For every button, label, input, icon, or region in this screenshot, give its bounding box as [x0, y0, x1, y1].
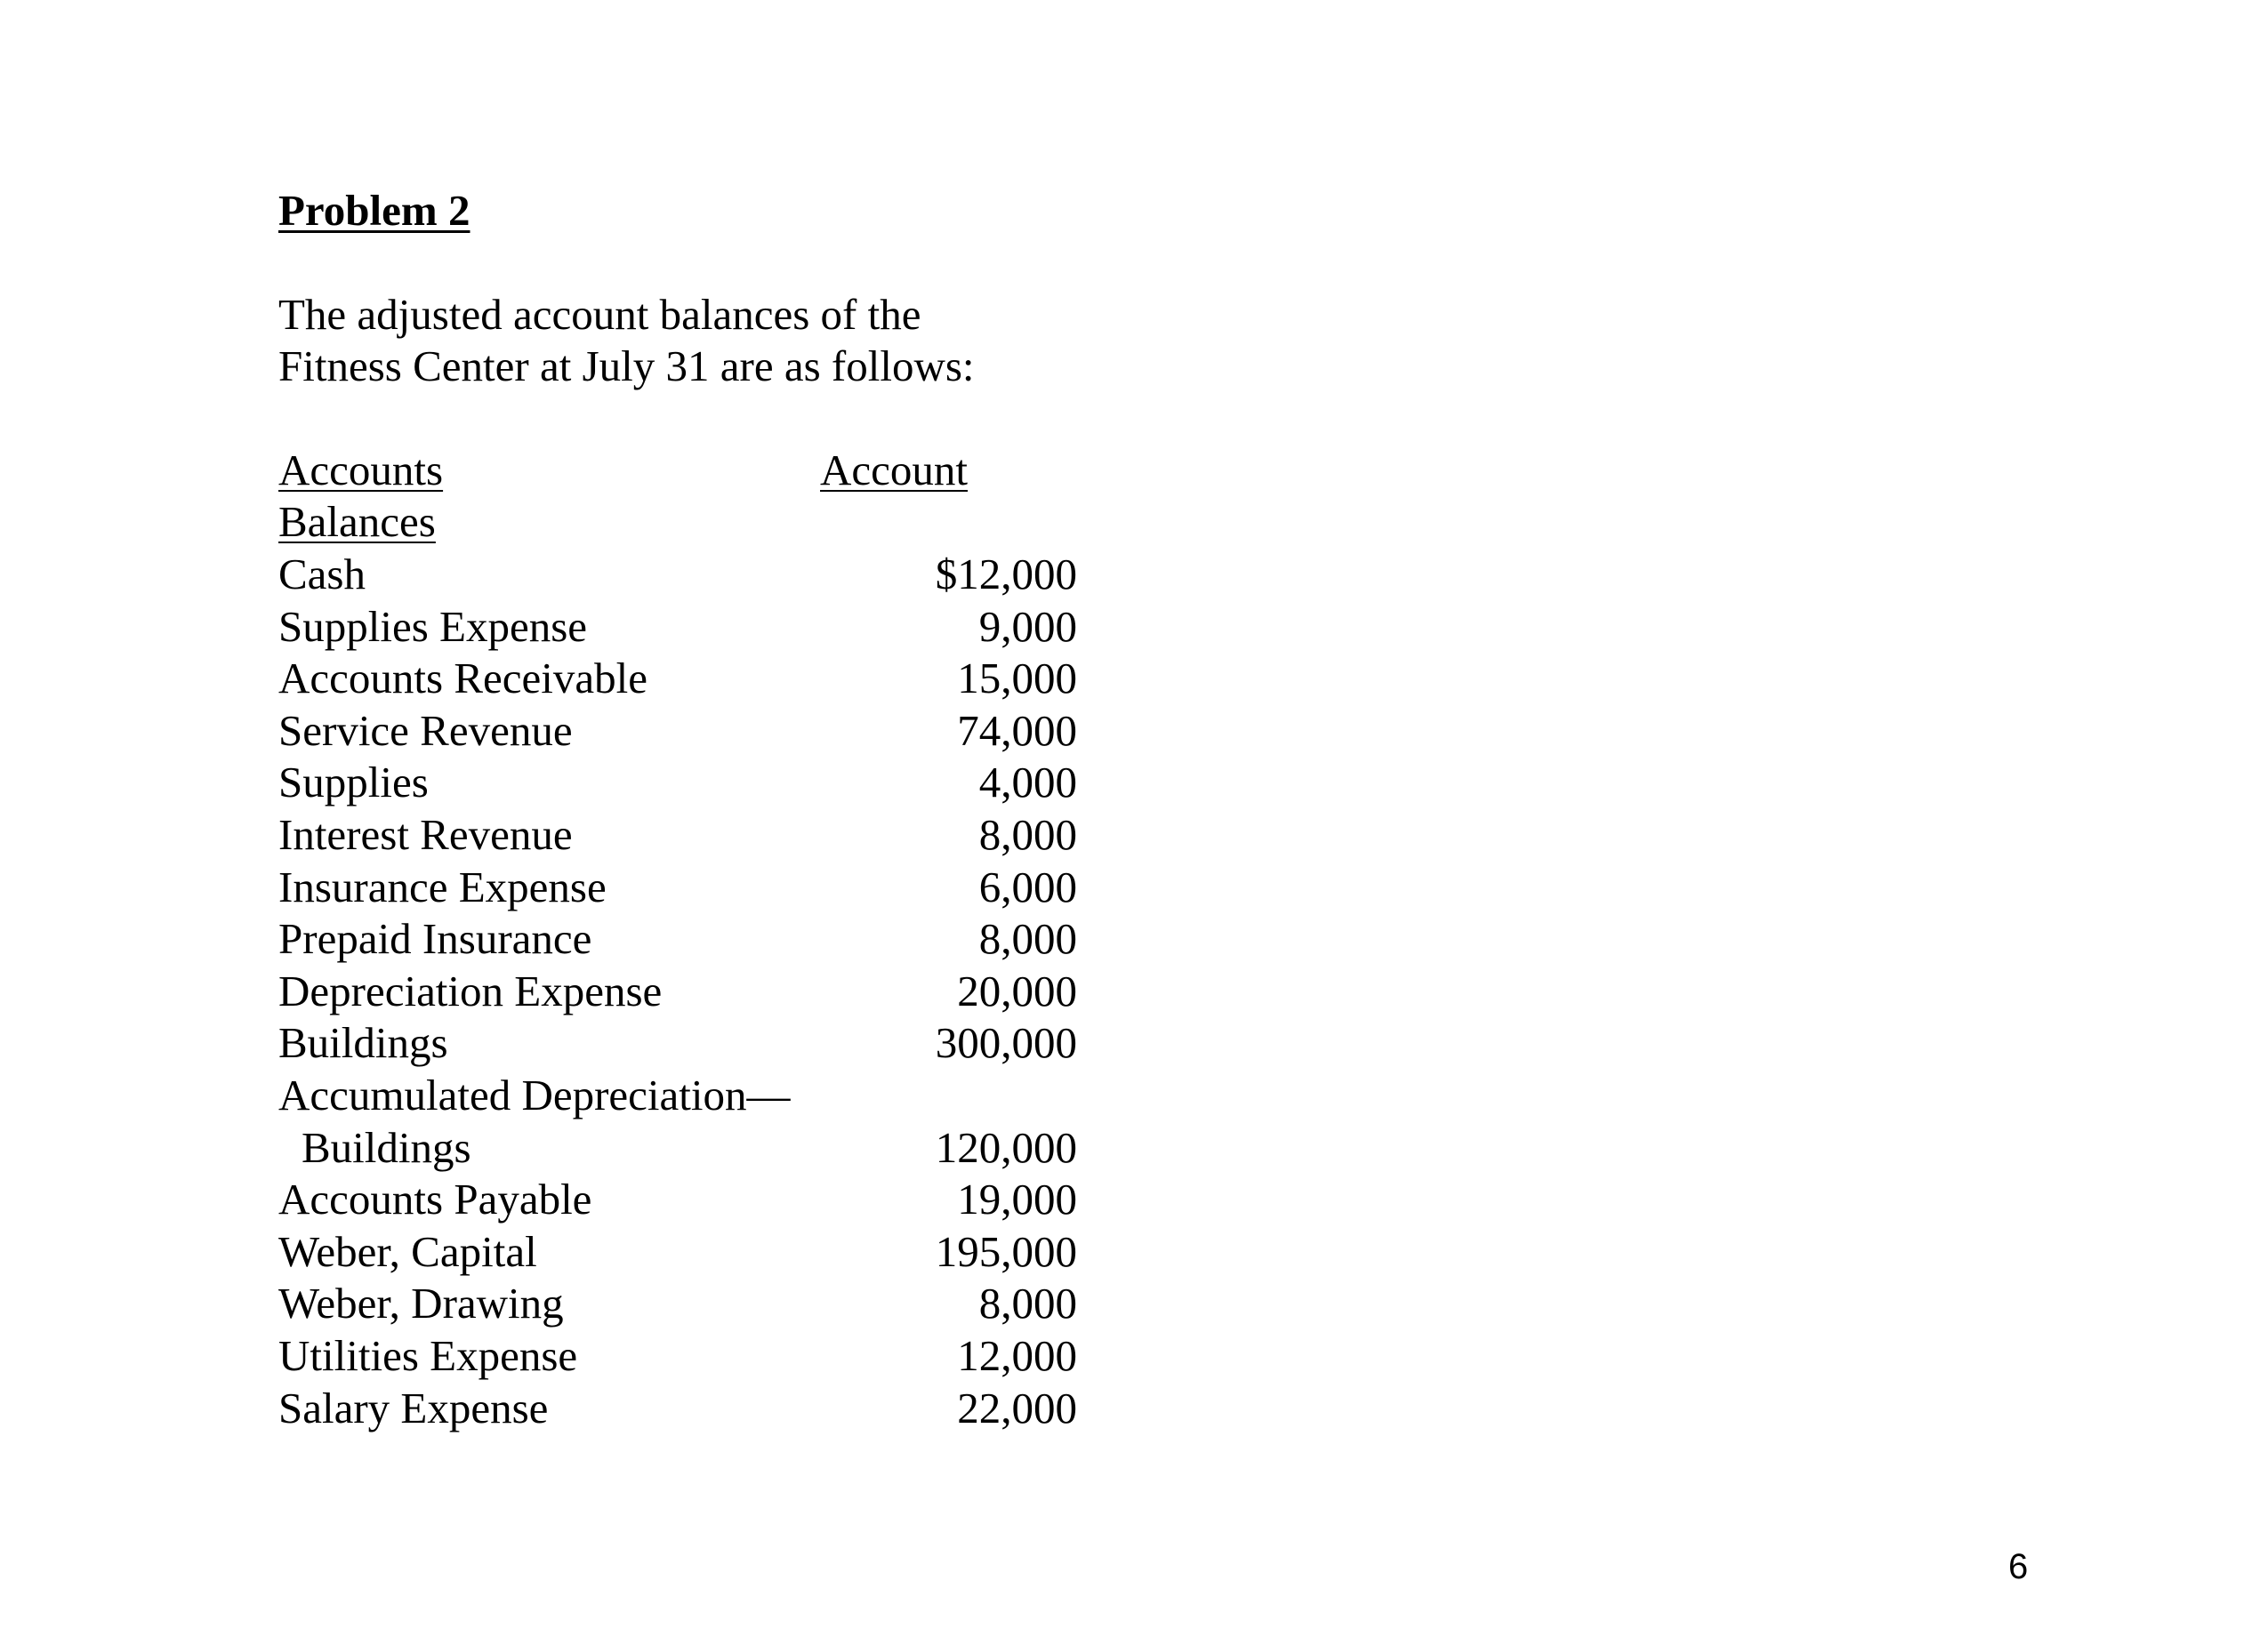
- amount-cell: [278, 1070, 1061, 1122]
- table-row: [278, 913, 1077, 966]
- account-amount: 6,000: [978, 862, 1077, 911]
- page-number: 6: [2008, 1547, 2029, 1586]
- account-amount: 19,000: [957, 1175, 1077, 1224]
- amount-cell: [278, 705, 1077, 758]
- account-amount: 8,000: [978, 1279, 1077, 1328]
- account-name: Supplies: [278, 758, 429, 807]
- table-row: [278, 1330, 1077, 1383]
- account-name: Cash: [278, 550, 366, 598]
- column-header-balances: Balances: [278, 497, 436, 546]
- account-name: Service Revenue: [278, 705, 573, 755]
- account-amount: 195,000: [935, 1226, 1077, 1276]
- amount-cell: [278, 653, 1077, 705]
- intro-paragraph: [278, 289, 975, 392]
- account-amount: 120,000: [935, 1122, 1077, 1172]
- table-row: [278, 757, 1077, 809]
- column-header-accounts: Accounts: [278, 445, 444, 494]
- account-name: Accounts Receivable: [278, 654, 647, 703]
- amount-cell: [278, 601, 1077, 654]
- table-row: [278, 1383, 1077, 1435]
- account-amount: 9,000: [978, 601, 1077, 651]
- table-row: [278, 809, 1077, 862]
- intro-line-1: The adjusted account balances of the: [278, 290, 921, 339]
- account-name: Prepaid Insurance: [278, 914, 592, 964]
- account-amount: 8,000: [978, 809, 1077, 859]
- account-name: Interest Revenue: [278, 809, 573, 859]
- table-row: [278, 1226, 1077, 1279]
- amount-cell: [278, 549, 1077, 601]
- account-name: Depreciation Expense: [278, 966, 663, 1015]
- amount-cell: [278, 966, 1077, 1018]
- amount-cell: [278, 1330, 1077, 1383]
- amount-cell: [278, 1174, 1077, 1226]
- account-amount: 4,000: [978, 758, 1077, 807]
- amount-cell: [278, 1383, 1077, 1435]
- account-name: Supplies Expense: [278, 601, 588, 651]
- amount-cell: [278, 1122, 1077, 1175]
- amount-cell: [278, 757, 1077, 809]
- account-name: Buildings: [302, 1122, 471, 1172]
- account-amount: $12,000: [935, 550, 1077, 598]
- account-amount: 74,000: [957, 705, 1077, 755]
- account-amount: 8,000: [978, 914, 1077, 964]
- table-row: [278, 1017, 1077, 1070]
- account-amount: 20,000: [957, 966, 1077, 1015]
- table-row: [278, 1070, 1061, 1122]
- account-name: Buildings: [278, 1018, 448, 1068]
- table-row: [278, 705, 1077, 758]
- account-name: Accumulated Depreciation—: [278, 1070, 791, 1119]
- account-amount: 300,000: [935, 1018, 1077, 1068]
- account-name: Salary Expense: [278, 1383, 549, 1432]
- account-name: Accounts Payable: [278, 1175, 592, 1224]
- account-amount: 12,000: [957, 1330, 1077, 1380]
- account-amount: 22,000: [957, 1383, 1077, 1432]
- amount-cell: [278, 809, 1077, 862]
- amount-cell: [278, 1226, 1077, 1279]
- table-row: [278, 653, 1077, 705]
- table-row: [278, 966, 1077, 1018]
- intro-line-2: Fitness Center at July 31 are as follows:: [278, 341, 975, 390]
- account-amount: 15,000: [957, 654, 1077, 703]
- amount-cell: [278, 1017, 1077, 1070]
- account-name: Utilities Expense: [278, 1330, 578, 1380]
- account-name: Weber, Drawing: [278, 1279, 564, 1328]
- table-row: [278, 1122, 1077, 1175]
- amount-cell: [278, 862, 1077, 914]
- account-balances-table: [278, 549, 1077, 1434]
- amount-cell: [278, 1278, 1077, 1330]
- table-row: [278, 862, 1077, 914]
- table-row: [278, 601, 1077, 654]
- account-name: Weber, Capital: [278, 1226, 537, 1276]
- table-row: [278, 549, 1077, 601]
- account-name: Insurance Expense: [278, 862, 607, 911]
- column-header-account: Account: [820, 445, 968, 494]
- problem-title: Problem 2: [278, 186, 470, 235]
- table-row: [278, 1174, 1077, 1226]
- table-row: [278, 1278, 1077, 1330]
- amount-cell: [278, 913, 1077, 966]
